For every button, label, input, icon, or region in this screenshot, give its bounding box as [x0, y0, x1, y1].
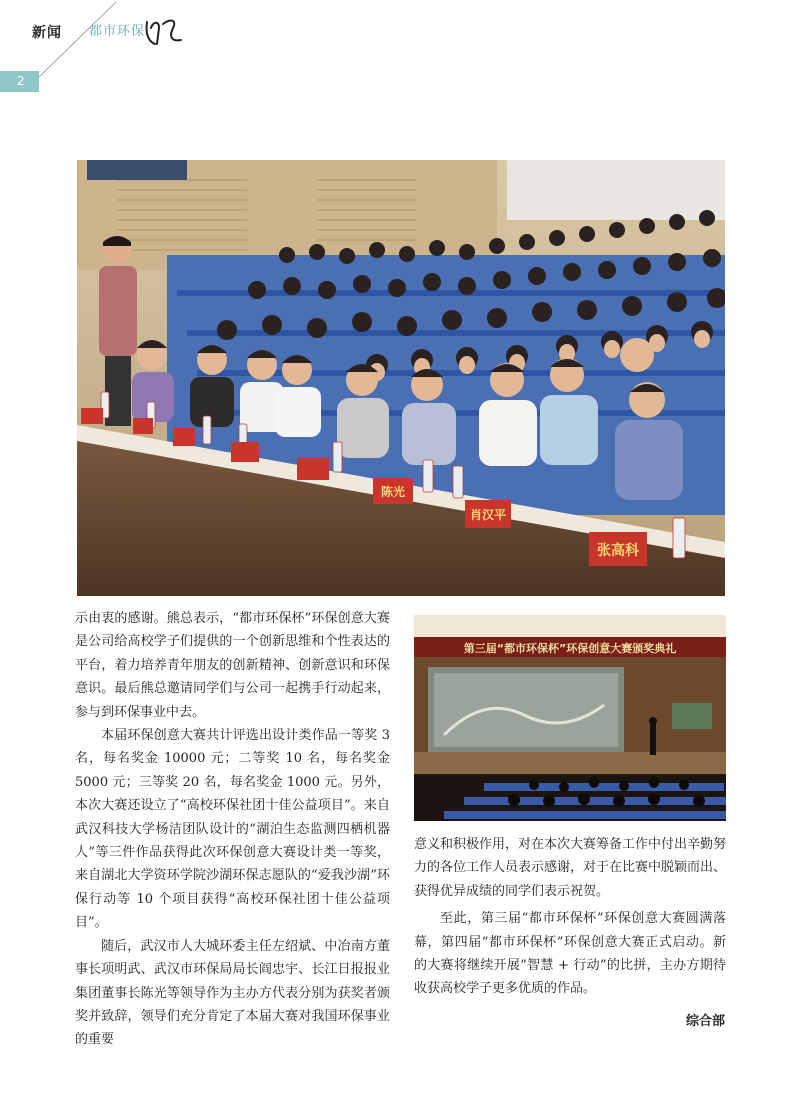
section-label: 新闻 [32, 25, 62, 41]
nameplate-1 [373, 478, 413, 504]
article-right-column [414, 833, 726, 1001]
nameplate-2 [465, 500, 511, 528]
article-paragraph: 意义和积极作用，对在本次大赛筹备工作中付出辛勤努力的各位工作人员表示感谢，对于在比赛中脱颖而出、获得优异成绩的同学们表示祝贺。 [414, 837, 727, 899]
page-number-tab: 2 [0, 71, 39, 92]
audience-photo [77, 160, 725, 596]
article-left-column [75, 607, 390, 1052]
nameplate-label: 张高科 [597, 543, 639, 559]
magazine-logo-icon [141, 14, 185, 48]
article-byline: 综合部 [686, 1014, 726, 1029]
ceremony-stage-photo [414, 615, 726, 821]
article-paragraph: 本届环保创意大赛共计评选出设计类作品一等奖 3 名，每名奖金 10000 元；二等奖 10 名，每名奖金 5000 元；三等奖 20 名，每名奖金 1000 元。另外，本次大赛还设立了“高校环保社团十佳公益项目”。来自武汉科技大学杨洁团队设计的“湖泊生态监测四栖机器人”等三件作品获得此次环保创意大赛设计类一等奖，来自湖北大学资环学院沙湖环保志愿队的“爱我沙湖”环保行动等 10 个项目获得“高校环保社团十佳公益项目”。 [75, 728, 390, 931]
article-paragraph: 随后，武汉市人大城环委主任左绍斌、中冶南方董事长项明武、武汉市环保局局长阎忠宇、长江日报报业集团董事长陈光等领导作为主办方代表分别为获奖者颁奖并致辞，领导们充分肯定了本届大赛对我国环保事业的重要 [75, 938, 390, 1048]
page-header [0, 0, 800, 110]
nameplate-3 [589, 532, 647, 566]
article-paragraph: 示由衷的感谢。熊总表示，“都市环保杯”环保创意大赛是公司给高校学子们提供的一个创新思维和个性表达的平台，着力培养青年朋友的创新精神、创新意识和环保意识。最后熊总邀请同学们与公司一起携手行动起来，参与到环保事业中去。 [75, 611, 390, 720]
nameplate-label: 陈光 [380, 485, 406, 499]
article-paragraph: 至此，第三届“都市环保杯”环保创意大赛圆满落幕，第四届“都市环保杯”环保创意大赛正式启动。新的大赛将继续开展“智慧 + 行动”的比拼，主办方期待收获高校学子更多优质的作品。 [414, 911, 726, 997]
ceremony-banner-text: 第三届“都市环保杯”环保创意大赛颁奖典礼 [463, 642, 677, 655]
nameplate-label: 肖汉平 [469, 508, 507, 522]
magazine-name: 都市环保 [89, 24, 146, 39]
